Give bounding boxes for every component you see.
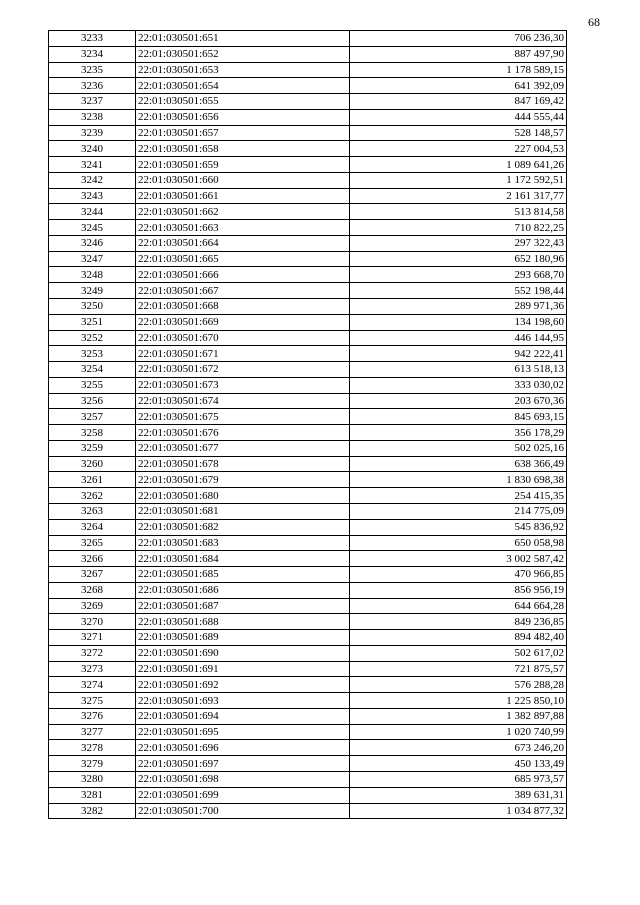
cadastral-number-cell: 22:01:030501:689 bbox=[136, 630, 350, 646]
cadastral-number-cell: 22:01:030501:680 bbox=[136, 488, 350, 504]
cadastral-value-cell: 254 415,35 bbox=[350, 488, 567, 504]
cadastral-value-cell: 297 322,43 bbox=[350, 235, 567, 251]
row-number-cell: 3265 bbox=[49, 535, 136, 551]
table-row bbox=[49, 299, 567, 315]
row-number-cell: 3238 bbox=[49, 109, 136, 125]
row-number-cell: 3256 bbox=[49, 393, 136, 409]
table-row bbox=[49, 188, 567, 204]
table-row bbox=[49, 141, 567, 157]
row-number-cell: 3259 bbox=[49, 440, 136, 456]
row-number-cell: 3260 bbox=[49, 456, 136, 472]
table-row bbox=[49, 771, 567, 787]
cadastral-number-cell: 22:01:030501:675 bbox=[136, 409, 350, 425]
cadastral-value-cell: 706 236,30 bbox=[350, 31, 567, 47]
table-row bbox=[49, 94, 567, 110]
cadastral-value-cell: 1 382 897,88 bbox=[350, 708, 567, 724]
cadastral-number-cell: 22:01:030501:700 bbox=[136, 803, 350, 819]
table-row bbox=[49, 582, 567, 598]
cadastral-value-cell: 650 058,98 bbox=[350, 535, 567, 551]
cadastral-number-cell: 22:01:030501:672 bbox=[136, 362, 350, 378]
row-number-cell: 3275 bbox=[49, 693, 136, 709]
table-row bbox=[49, 708, 567, 724]
cadastral-value-cell: 849 236,85 bbox=[350, 614, 567, 630]
cadastral-value-cell: 333 030,02 bbox=[350, 377, 567, 393]
cadastral-number-cell: 22:01:030501:676 bbox=[136, 425, 350, 441]
cadastral-value-cell: 1 172 592,51 bbox=[350, 172, 567, 188]
cadastral-number-cell: 22:01:030501:653 bbox=[136, 62, 350, 78]
cadastral-number-cell: 22:01:030501:685 bbox=[136, 567, 350, 583]
row-number-cell: 3278 bbox=[49, 740, 136, 756]
table-row bbox=[49, 346, 567, 362]
cadastral-number-cell: 22:01:030501:651 bbox=[136, 31, 350, 47]
cadastral-number-cell: 22:01:030501:660 bbox=[136, 172, 350, 188]
row-number-cell: 3267 bbox=[49, 567, 136, 583]
table-row bbox=[49, 598, 567, 614]
row-number-cell: 3255 bbox=[49, 377, 136, 393]
row-number-cell: 3251 bbox=[49, 314, 136, 330]
cadastral-value-cell: 552 198,44 bbox=[350, 283, 567, 299]
cadastral-value-cell: 528 148,57 bbox=[350, 125, 567, 141]
cadastral-number-cell: 22:01:030501:693 bbox=[136, 693, 350, 709]
cadastral-value-cell: 450 133,49 bbox=[350, 756, 567, 772]
cadastral-value-cell: 446 144,95 bbox=[350, 330, 567, 346]
cadastral-number-cell: 22:01:030501:683 bbox=[136, 535, 350, 551]
table-row bbox=[49, 551, 567, 567]
table-row bbox=[49, 172, 567, 188]
cadastral-value-cell: 470 966,85 bbox=[350, 567, 567, 583]
table-row bbox=[49, 472, 567, 488]
cadastral-number-cell: 22:01:030501:668 bbox=[136, 299, 350, 315]
row-number-cell: 3249 bbox=[49, 283, 136, 299]
row-number-cell: 3252 bbox=[49, 330, 136, 346]
table-row bbox=[49, 362, 567, 378]
table-row bbox=[49, 409, 567, 425]
cadastral-number-cell: 22:01:030501:656 bbox=[136, 109, 350, 125]
table-row bbox=[49, 803, 567, 819]
table-row bbox=[49, 377, 567, 393]
cadastral-number-cell: 22:01:030501:669 bbox=[136, 314, 350, 330]
table-row bbox=[49, 157, 567, 173]
cadastral-number-cell: 22:01:030501:655 bbox=[136, 94, 350, 110]
table-row bbox=[49, 31, 567, 47]
row-number-cell: 3243 bbox=[49, 188, 136, 204]
row-number-cell: 3268 bbox=[49, 582, 136, 598]
cadastral-value-cell: 545 836,92 bbox=[350, 519, 567, 535]
row-number-cell: 3233 bbox=[49, 31, 136, 47]
cadastral-value-cell: 203 670,36 bbox=[350, 393, 567, 409]
row-number-cell: 3253 bbox=[49, 346, 136, 362]
table-row bbox=[49, 535, 567, 551]
cadastral-value-cell: 710 822,25 bbox=[350, 220, 567, 236]
table-row bbox=[49, 724, 567, 740]
cadastral-number-cell: 22:01:030501:662 bbox=[136, 204, 350, 220]
table-row bbox=[49, 220, 567, 236]
cadastral-value-table bbox=[48, 30, 567, 819]
cadastral-number-cell: 22:01:030501:665 bbox=[136, 251, 350, 267]
table-row bbox=[49, 488, 567, 504]
cadastral-value-cell: 502 025,16 bbox=[350, 440, 567, 456]
cadastral-value-cell: 227 004,53 bbox=[350, 141, 567, 157]
cadastral-number-cell: 22:01:030501:678 bbox=[136, 456, 350, 472]
table-row bbox=[49, 46, 567, 62]
row-number-cell: 3263 bbox=[49, 503, 136, 519]
cadastral-value-cell: 942 222,41 bbox=[350, 346, 567, 362]
cadastral-number-cell: 22:01:030501:657 bbox=[136, 125, 350, 141]
cadastral-number-cell: 22:01:030501:670 bbox=[136, 330, 350, 346]
row-number-cell: 3245 bbox=[49, 220, 136, 236]
table-row bbox=[49, 440, 567, 456]
row-number-cell: 3279 bbox=[49, 756, 136, 772]
cadastral-value-cell: 389 631,31 bbox=[350, 787, 567, 803]
cadastral-number-cell: 22:01:030501:674 bbox=[136, 393, 350, 409]
row-number-cell: 3264 bbox=[49, 519, 136, 535]
cadastral-value-cell: 1 089 641,26 bbox=[350, 157, 567, 173]
cadastral-number-cell: 22:01:030501:664 bbox=[136, 235, 350, 251]
row-number-cell: 3248 bbox=[49, 267, 136, 283]
cadastral-value-cell: 721 875,57 bbox=[350, 661, 567, 677]
table-row bbox=[49, 519, 567, 535]
cadastral-number-cell: 22:01:030501:661 bbox=[136, 188, 350, 204]
cadastral-value-cell: 502 617,02 bbox=[350, 645, 567, 661]
cadastral-number-cell: 22:01:030501:691 bbox=[136, 661, 350, 677]
table-row bbox=[49, 425, 567, 441]
table-row bbox=[49, 567, 567, 583]
cadastral-value-cell: 1 034 877,32 bbox=[350, 803, 567, 819]
cadastral-value-cell: 887 497,90 bbox=[350, 46, 567, 62]
cadastral-number-cell: 22:01:030501:652 bbox=[136, 46, 350, 62]
row-number-cell: 3266 bbox=[49, 551, 136, 567]
cadastral-number-cell: 22:01:030501:699 bbox=[136, 787, 350, 803]
row-number-cell: 3272 bbox=[49, 645, 136, 661]
table-row bbox=[49, 251, 567, 267]
table-row bbox=[49, 78, 567, 94]
cadastral-value-cell: 1 020 740,99 bbox=[350, 724, 567, 740]
cadastral-value-cell: 289 971,36 bbox=[350, 299, 567, 315]
row-number-cell: 3239 bbox=[49, 125, 136, 141]
table-row bbox=[49, 267, 567, 283]
cadastral-value-cell: 845 693,15 bbox=[350, 409, 567, 425]
cadastral-value-cell: 513 814,58 bbox=[350, 204, 567, 220]
cadastral-value-cell: 1 830 698,38 bbox=[350, 472, 567, 488]
row-number-cell: 3271 bbox=[49, 630, 136, 646]
table-row bbox=[49, 645, 567, 661]
table-row bbox=[49, 235, 567, 251]
cadastral-value-cell: 214 775,09 bbox=[350, 503, 567, 519]
row-number-cell: 3277 bbox=[49, 724, 136, 740]
table-row bbox=[49, 283, 567, 299]
cadastral-number-cell: 22:01:030501:658 bbox=[136, 141, 350, 157]
cadastral-number-cell: 22:01:030501:688 bbox=[136, 614, 350, 630]
cadastral-value-cell: 3 002 587,42 bbox=[350, 551, 567, 567]
cadastral-number-cell: 22:01:030501:673 bbox=[136, 377, 350, 393]
table-row bbox=[49, 630, 567, 646]
table-row bbox=[49, 693, 567, 709]
row-number-cell: 3262 bbox=[49, 488, 136, 504]
row-number-cell: 3242 bbox=[49, 172, 136, 188]
cadastral-value-cell: 652 180,96 bbox=[350, 251, 567, 267]
cadastral-number-cell: 22:01:030501:663 bbox=[136, 220, 350, 236]
cadastral-number-cell: 22:01:030501:671 bbox=[136, 346, 350, 362]
cadastral-number-cell: 22:01:030501:659 bbox=[136, 157, 350, 173]
row-number-cell: 3247 bbox=[49, 251, 136, 267]
row-number-cell: 3234 bbox=[49, 46, 136, 62]
cadastral-number-cell: 22:01:030501:677 bbox=[136, 440, 350, 456]
cadastral-value-cell: 134 198,60 bbox=[350, 314, 567, 330]
cadastral-number-cell: 22:01:030501:679 bbox=[136, 472, 350, 488]
row-number-cell: 3241 bbox=[49, 157, 136, 173]
row-number-cell: 3270 bbox=[49, 614, 136, 630]
cadastral-number-cell: 22:01:030501:692 bbox=[136, 677, 350, 693]
cadastral-value-cell: 638 366,49 bbox=[350, 456, 567, 472]
cadastral-number-cell: 22:01:030501:690 bbox=[136, 645, 350, 661]
cadastral-value-cell: 644 664,28 bbox=[350, 598, 567, 614]
cadastral-value-cell: 444 555,44 bbox=[350, 109, 567, 125]
table-row bbox=[49, 330, 567, 346]
row-number-cell: 3237 bbox=[49, 94, 136, 110]
row-number-cell: 3246 bbox=[49, 235, 136, 251]
cadastral-value-cell: 613 518,13 bbox=[350, 362, 567, 378]
row-number-cell: 3276 bbox=[49, 708, 136, 724]
cadastral-value-cell: 641 392,09 bbox=[350, 78, 567, 94]
page-number: 68 bbox=[588, 15, 600, 29]
table-row bbox=[49, 677, 567, 693]
row-number-cell: 3257 bbox=[49, 409, 136, 425]
cadastral-value-cell: 2 161 317,77 bbox=[350, 188, 567, 204]
row-number-cell: 3273 bbox=[49, 661, 136, 677]
row-number-cell: 3240 bbox=[49, 141, 136, 157]
table-row bbox=[49, 62, 567, 78]
cadastral-value-cell: 673 246,20 bbox=[350, 740, 567, 756]
row-number-cell: 3282 bbox=[49, 803, 136, 819]
cadastral-value-cell: 894 482,40 bbox=[350, 630, 567, 646]
cadastral-number-cell: 22:01:030501:667 bbox=[136, 283, 350, 299]
table-row bbox=[49, 787, 567, 803]
table-row bbox=[49, 503, 567, 519]
cadastral-value-cell: 847 169,42 bbox=[350, 94, 567, 110]
cadastral-number-cell: 22:01:030501:695 bbox=[136, 724, 350, 740]
table-row bbox=[49, 314, 567, 330]
cadastral-number-cell: 22:01:030501:697 bbox=[136, 756, 350, 772]
table-row bbox=[49, 740, 567, 756]
cadastral-number-cell: 22:01:030501:666 bbox=[136, 267, 350, 283]
cadastral-value-cell: 293 668,70 bbox=[350, 267, 567, 283]
cadastral-value-cell: 856 956,19 bbox=[350, 582, 567, 598]
row-number-cell: 3274 bbox=[49, 677, 136, 693]
cadastral-number-cell: 22:01:030501:684 bbox=[136, 551, 350, 567]
cadastral-number-cell: 22:01:030501:698 bbox=[136, 771, 350, 787]
table-row bbox=[49, 109, 567, 125]
row-number-cell: 3281 bbox=[49, 787, 136, 803]
cadastral-number-cell: 22:01:030501:686 bbox=[136, 582, 350, 598]
row-number-cell: 3244 bbox=[49, 204, 136, 220]
cadastral-number-cell: 22:01:030501:682 bbox=[136, 519, 350, 535]
row-number-cell: 3269 bbox=[49, 598, 136, 614]
cadastral-number-cell: 22:01:030501:687 bbox=[136, 598, 350, 614]
cadastral-number-cell: 22:01:030501:681 bbox=[136, 503, 350, 519]
row-number-cell: 3235 bbox=[49, 62, 136, 78]
table-row bbox=[49, 756, 567, 772]
table-row bbox=[49, 456, 567, 472]
cadastral-value-cell: 356 178,29 bbox=[350, 425, 567, 441]
cadastral-value-cell: 576 288,28 bbox=[350, 677, 567, 693]
cadastral-value-cell: 1 178 589,15 bbox=[350, 62, 567, 78]
cadastral-number-cell: 22:01:030501:694 bbox=[136, 708, 350, 724]
row-number-cell: 3258 bbox=[49, 425, 136, 441]
cadastral-value-cell: 1 225 850,10 bbox=[350, 693, 567, 709]
row-number-cell: 3280 bbox=[49, 771, 136, 787]
table-row bbox=[49, 204, 567, 220]
cadastral-number-cell: 22:01:030501:654 bbox=[136, 78, 350, 94]
table-row bbox=[49, 125, 567, 141]
table-row bbox=[49, 661, 567, 677]
row-number-cell: 3250 bbox=[49, 299, 136, 315]
row-number-cell: 3261 bbox=[49, 472, 136, 488]
cadastral-value-cell: 685 973,57 bbox=[350, 771, 567, 787]
row-number-cell: 3254 bbox=[49, 362, 136, 378]
table-row bbox=[49, 614, 567, 630]
row-number-cell: 3236 bbox=[49, 78, 136, 94]
table-row bbox=[49, 393, 567, 409]
table-body bbox=[49, 31, 567, 819]
cadastral-number-cell: 22:01:030501:696 bbox=[136, 740, 350, 756]
